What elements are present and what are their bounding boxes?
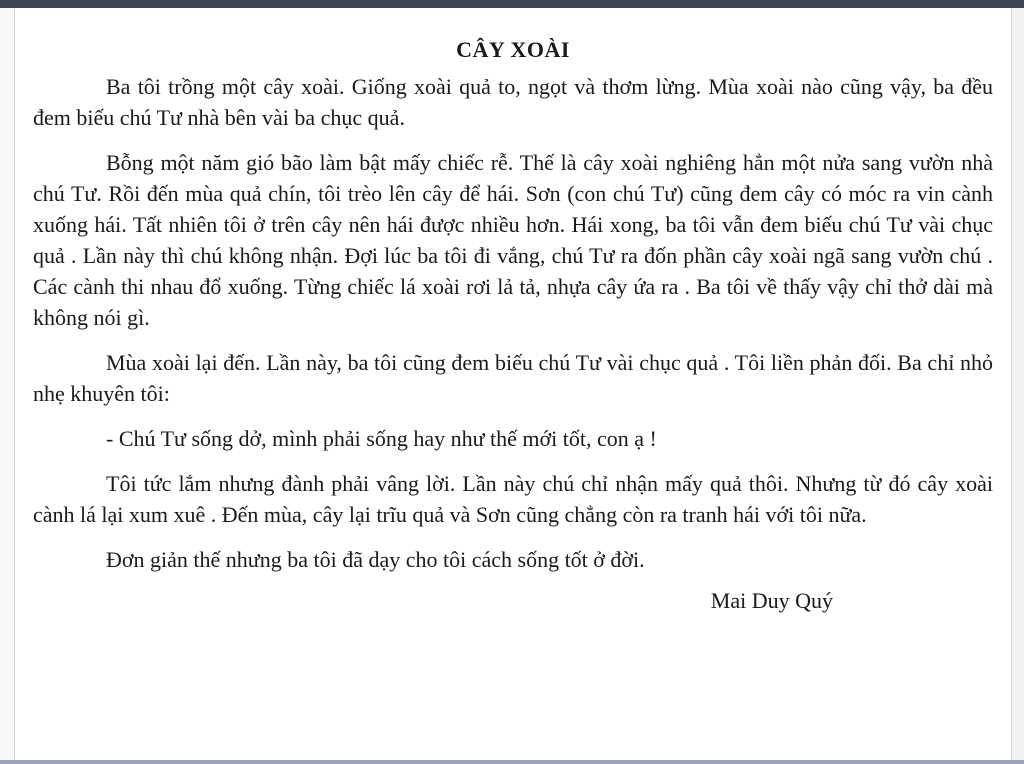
left-gutter xyxy=(0,8,14,764)
document-body xyxy=(33,34,993,616)
paragraph-1: Ba tôi trồng một cây xoài. Giống xoài quả to, ngọt và thơm lừng. Mùa xoài nào cũng vậy, ba đều đem biếu chú Tư nhà bên vài ba chục quả. xyxy=(33,74,993,130)
paragraph-2: Bỗng một năm gió bão làm bật mấy chiếc rễ. Thế là cây xoài nghiêng hẳn một nửa sang vườn nhà chú Tư. Rồi đến mùa quả chín, tôi trèo lên cây để hái. Sơn (con chú Tư) cũng đem cây có móc ra vin cành xuống hái. Tất nhiên tôi ở trên cây nên hái được nhiều hơn. Hái xong, ba tôi vẫn đem biếu chú Tư vài chục quả . Lần này thì chú không nhận. Đợi lúc ba tôi đi vắng, chú Tư ra đốn phần cây xoài ngã sang vườn chú . Các cành thi nhau đổ xuống. Từng chiếc lá xoài rơi lả tả, nhựa cây ứa ra . Ba tôi về thấy vậy chỉ thở dài mà không nói gì. xyxy=(33,150,993,330)
bottom-edge xyxy=(0,760,1024,764)
paragraph-6: Đơn giản thế nhưng ba tôi đã dạy cho tôi cách sống tốt ở đời. xyxy=(106,547,645,572)
window-top-bar xyxy=(0,0,1024,8)
paragraph-dialog: - Chú Tư sống dở, mình phải sống hay như thế mới tốt, con ạ ! xyxy=(106,426,657,451)
paragraph-3: Mùa xoài lại đến. Lần này, ba tôi cũng đem biếu chú Tư vài chục quả . Tôi liền phản đối. Ba chỉ nhỏ nhẹ khuyên tôi: xyxy=(33,350,993,406)
document-title: CÂY XOÀI xyxy=(456,37,570,62)
paragraph-5: Tôi tức lắm nhưng đành phải vâng lời. Lần này chú chỉ nhận mấy quả thôi. Nhưng từ đó cây xoài cành lá lại xum xuê . Đến mùa, cây lại trĩu quả và Sơn cũng chẳng còn ra tranh hái với tôi nữa. xyxy=(33,471,993,527)
document-author: Mai Duy Quý xyxy=(710,588,833,613)
document-page xyxy=(14,8,1012,764)
